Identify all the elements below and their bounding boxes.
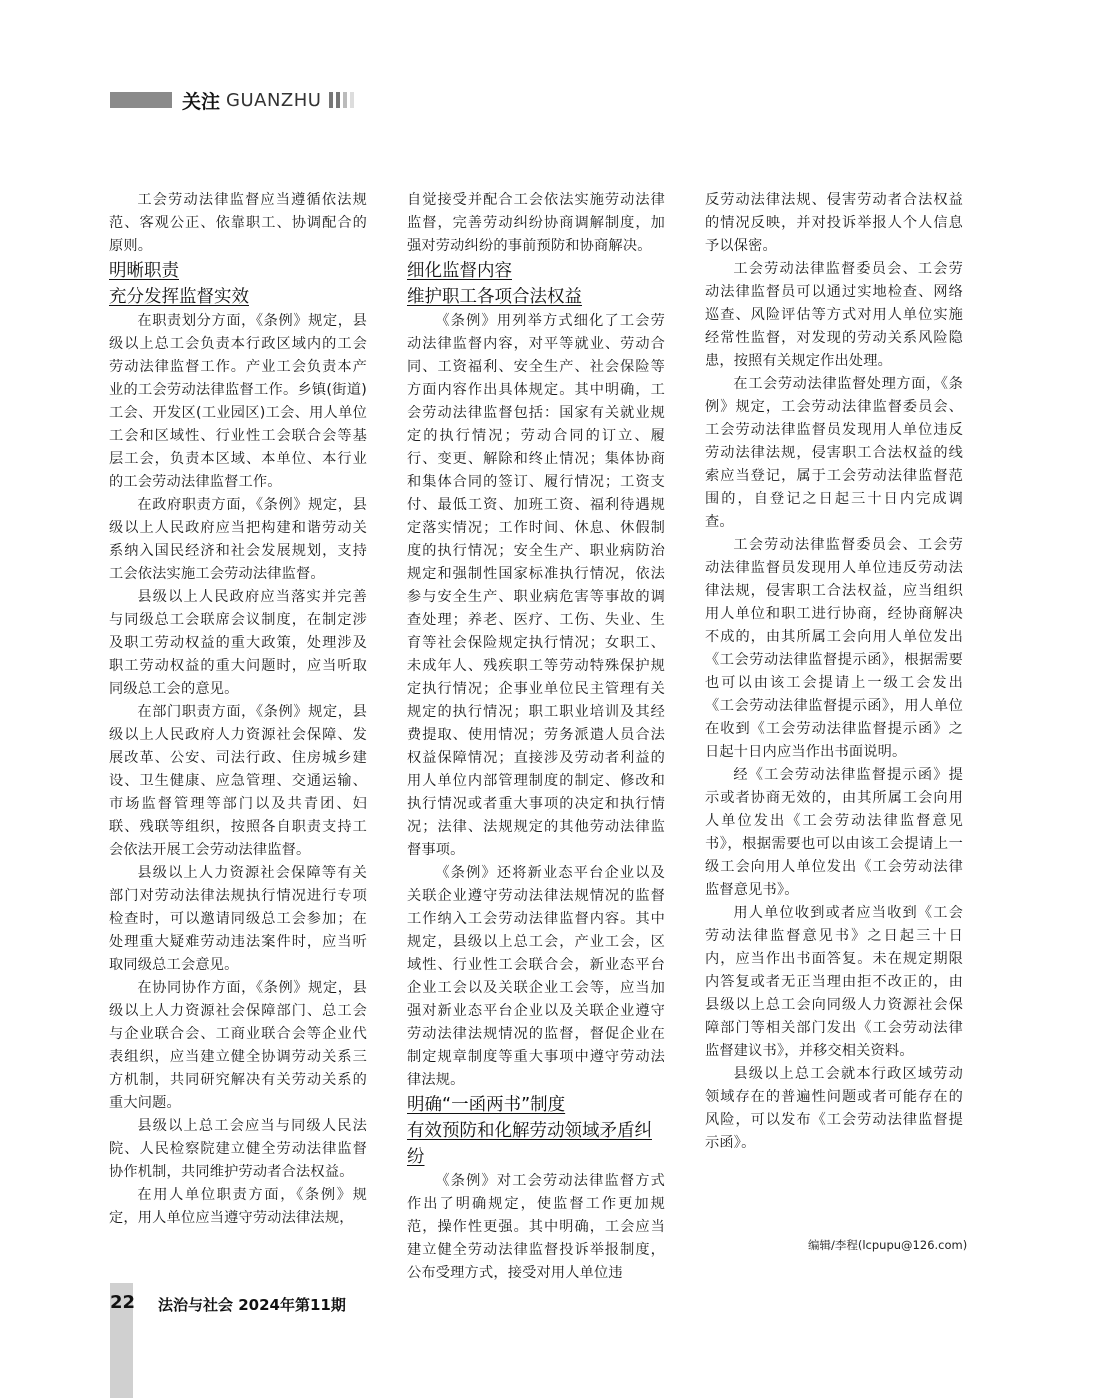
paragraph: 《条例》用列举方式细化了工会劳动法律监督内容，对平等就业、劳动合同、工资福利、安全生产、社会保险等方面内容作出具体规定。其中明确，工会劳动法律监督包括：国家有关就业规定的执行情况；劳动合同的订立、履行、变更、解除和终止情况；集体协商和集体合同的签订、履行情况；工资支付、最低工资、加班工资、福利待遇规定落实情况；工作时间、休息、休假制度的执行情况；安全生产、职业病防治规定和强制性国家标准执行情况，依法参与安全生产、职业病危害等事故的调查处理；养老、医疗、工伤、失业、生育等社会保险规定执行情况；女职工、未成年人、残疾职工等劳动特殊保护规定执行情况；企事业单位民主管理有关规定的执行情况；职工职业培训及其经费提取、使用情况；劳务派遣人员合法权益保障情况；直接涉及劳动者利益的用人单位内部管理制度的制定、修改和执行情况或者重大事项的决定和执行情况；法律、法规规定的其他劳动法律监督事项。	[407, 313, 665, 858]
paragraph: 《条例》还将新业态平台企业以及关联企业遵守劳动法律法规情况的监督工作纳入工会劳动法律监督内容。其中规定，县级以上总工会，产业工会，区域性、行业性工会联合会，新业态平台企业工会以及关联企业工会等，应当加强对新业态平台企业以及关联企业遵守劳动法律法规情况的监督，督促企业在制定规章制度等重大事项中遵守劳动法律法规。	[407, 865, 665, 1088]
header-stripe	[336, 92, 340, 108]
subheading: 有效预防和化解劳动领域矛盾纠纷	[407, 1121, 652, 1167]
subheading: 细化监督内容	[407, 261, 512, 281]
paragraph: 反劳动法律法规、侵害劳动者合法权益的情况反映，并对投诉举报人个人信息予以保密。	[705, 192, 963, 254]
header-stripe	[329, 92, 333, 108]
paragraph: 工会劳动法律监督委员会、工会劳动法律监督员可以通过实地检查、网络巡查、风险评估等方式对用人单位实施经常性监督，对发现的劳动关系风险隐患，按照有关规定作出处理。	[705, 261, 963, 369]
subheading: 明晰职责	[109, 261, 179, 281]
paragraph: 县级以上总工会就本行政区域劳动领域存在的普遍性问题或者可能存在的风险，可以发布《工会劳动法律监督提示函》。	[705, 1066, 963, 1151]
section-header	[110, 88, 357, 112]
section-title-cn: 关注	[182, 90, 221, 113]
page-number: 22	[110, 1292, 136, 1313]
subheading: 明确“一函两书”制度	[407, 1095, 566, 1115]
paragraph: 在职责划分方面，《条例》规定，县级以上总工会负责本行政区域内的工会劳动法律监督工作。产业工会负责本产业的工会劳动法律监督工作。乡镇(街道)工会、开发区(工业园区)工会、用人单位工会和区域性、行业性工会联合会等基层工会，负责本区域、本单位、本行业的工会劳动法律监督工作。	[109, 313, 367, 490]
magazine-issue: 法治与社会 2024年第11期	[158, 1296, 346, 1314]
article-column-1	[109, 189, 367, 1230]
paragraph: 在用人单位职责方面，《条例》规定，用人单位应当遵守劳动法律法规，	[109, 1187, 367, 1226]
paragraph: 在政府职责方面，《条例》规定，县级以上人民政府应当把构建和谐劳动关系纳入国民经济和社会发展规划，支持工会依法实施工会劳动法律监督。	[109, 497, 367, 582]
paragraph: 用人单位收到或者应当收到《工会劳动法律监督意见书》之日起三十日内，应当作出书面答复。未在规定期限内答复或者无正当理由拒不改正的，由县级以上总工会向同级人力资源社会保障部门等相关部门发出《工会劳动法律监督建议书》，并移交相关资料。	[705, 905, 963, 1059]
paragraph: 在协同协作方面，《条例》规定，县级以上人力资源社会保障部门、总工会与企业联合会、工商业联合会等企业代表组织，应当建立健全协调劳动关系三方机制，共同研究解决有关劳动关系的重大问题。	[109, 980, 367, 1111]
paragraph: 自觉接受并配合工会依法实施劳动法律监督，完善劳动纠纷协商调解制度，加强对劳动纠纷的事前预防和协商解决。	[407, 192, 665, 254]
subheading: 充分发挥监督实效	[109, 287, 249, 307]
paragraph: 县级以上人力资源社会保障等有关部门对劳动法律法规执行情况进行专项检查时，可以邀请同级总工会参加；在处理重大疑难劳动违法案件时，应当听取同级总工会意见。	[109, 865, 367, 973]
paragraph: 县级以上人民政府应当落实并完善与同级总工会联席会议制度，在制定涉及职工劳动权益的重大政策，处理涉及职工劳动权益的重大问题时，应当听取同级总工会的意见。	[109, 589, 367, 697]
header-stripe	[343, 92, 347, 108]
paragraph: 工会劳动法律监督应当遵循依法规范、客观公正、依靠职工、协调配合的原则。	[109, 192, 367, 254]
article-column-3	[705, 189, 963, 1155]
subheading: 维护职工各项合法权益	[407, 287, 582, 307]
paragraph: 在部门职责方面，《条例》规定，县级以上人民政府人力资源社会保障、发展改革、公安、司法行政、住房城乡建设、卫生健康、应急管理、交通运输、市场监督管理等部门以及共青团、妇联、残联等组织，按照各自职责支持工会依法开展工会劳动法律监督。	[109, 704, 367, 858]
paragraph: 在工会劳动法律监督处理方面，《条例》规定，工会劳动法律监督委员会、工会劳动法律监督员发现用人单位违反劳动法律法规，侵害职工合法权益的线索应当登记，属于工会劳动法律监督范围的，自登记之日起三十日内完成调查。	[705, 376, 963, 530]
paragraph: 经《工会劳动法律监督提示函》提示或者协商无效的，由其所属工会向用人单位发出《工会劳动法律监督意见书》，根据需要也可以由该工会提请上一级工会向用人单位发出《工会劳动法律监督意见书》。	[705, 767, 963, 898]
editor-credit: 编辑/李程(lcpupu@126.com)	[808, 1238, 968, 1252]
paragraph: 县级以上总工会应当与同级人民法院、人民检察院建立健全劳动法律监督协作机制，共同维护劳动者合法权益。	[109, 1118, 367, 1180]
header-stripe	[350, 92, 354, 108]
paragraph: 《条例》对工会劳动法律监督方式作出了明确规定，使监督工作更加规范，操作性更强。其中明确，工会应当建立健全劳动法律监督投诉举报制度，公布受理方式，接受对用人单位违	[407, 1173, 665, 1281]
article-column-2	[407, 189, 665, 1285]
section-title-en: GUANZHU	[226, 89, 322, 111]
header-gray-bar	[110, 92, 172, 108]
paragraph: 工会劳动法律监督委员会、工会劳动法律监督员发现用人单位违反劳动法律法规，侵害职工合法权益，应当组织用人单位和职工进行协商，经协商解决不成的，由其所属工会向用人单位发出《工会劳动法律监督提示函》，根据需要也可以由该工会提请上一级工会发出《工会劳动法律监督提示函》，用人单位在收到《工会劳动法律监督提示函》之日起十日内应当作出书面说明。	[705, 537, 963, 760]
